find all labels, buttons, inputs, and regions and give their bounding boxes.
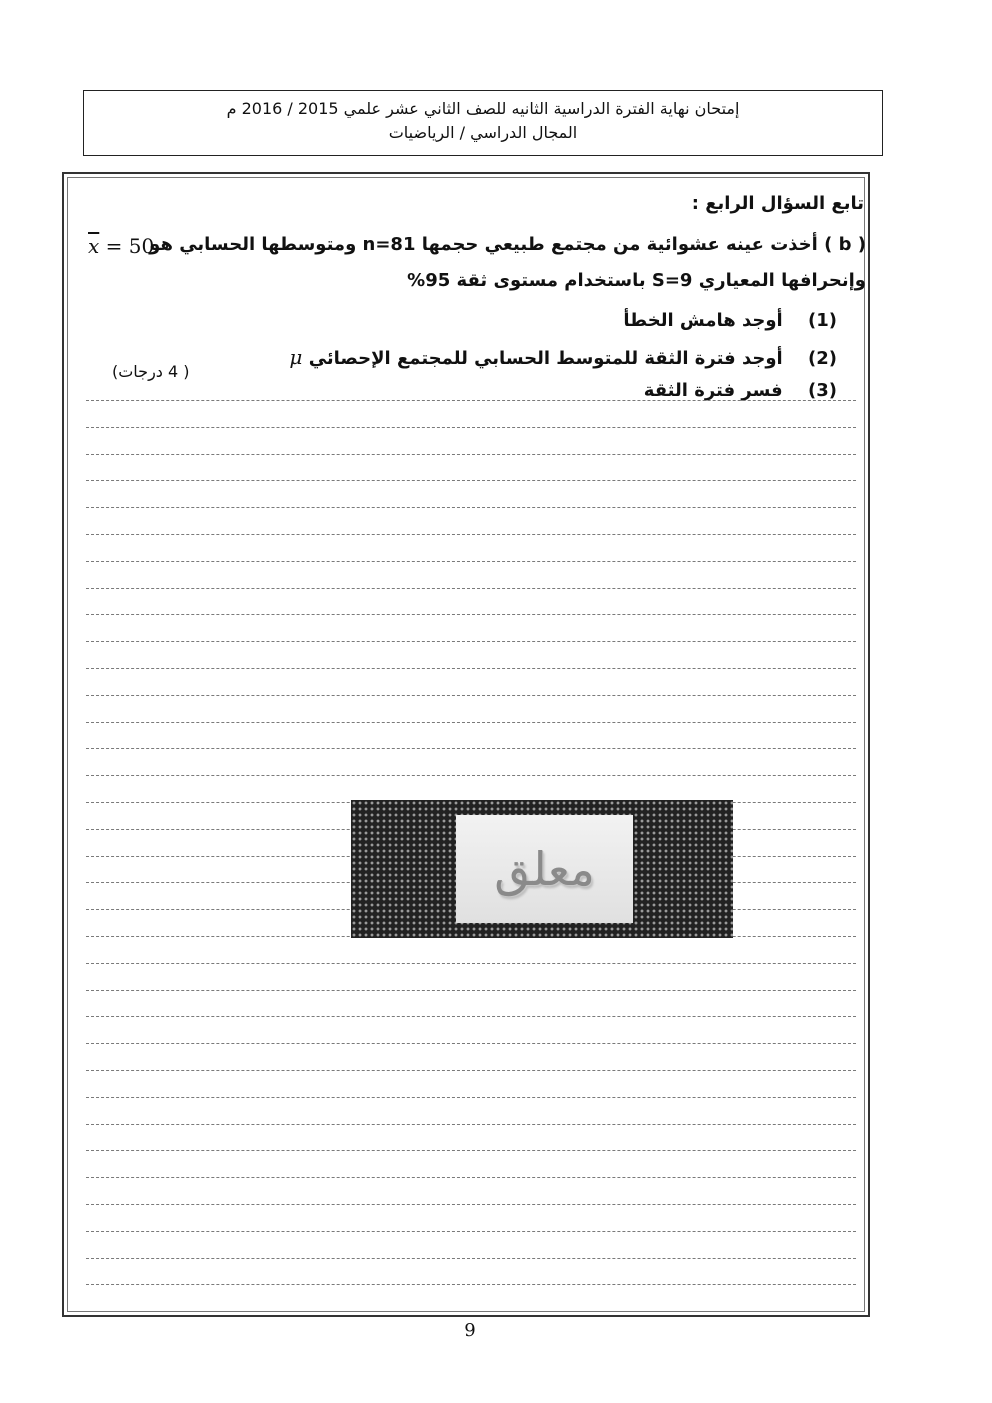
mu-symbol: μ bbox=[289, 345, 303, 369]
ruled-line bbox=[86, 775, 856, 776]
ruled-line bbox=[86, 588, 856, 589]
exam-header bbox=[83, 90, 883, 156]
ruled-line bbox=[86, 614, 856, 615]
sub-question-text: أوجد فترة الثقة للمتوسط الحسابي للمجتمع الإحصائي bbox=[308, 348, 783, 369]
page-number: 9 bbox=[464, 1320, 476, 1341]
sub-question-number: (2) bbox=[808, 348, 837, 369]
sub-question-number: (3) bbox=[808, 380, 837, 401]
stamp-label-panel bbox=[456, 815, 633, 923]
sub-question-text: أوجد هامش الخطأ bbox=[623, 310, 783, 331]
ruled-line bbox=[86, 561, 856, 562]
ruled-line bbox=[86, 1070, 856, 1071]
x-bar-symbol: $\overline{x}$ bbox=[88, 234, 100, 258]
ruled-line bbox=[86, 1204, 856, 1205]
ruled-line bbox=[86, 400, 856, 401]
ruled-line bbox=[86, 1016, 856, 1017]
ruled-line bbox=[86, 1043, 856, 1044]
ruled-line bbox=[86, 534, 856, 535]
ruled-line bbox=[86, 1231, 856, 1232]
sample-mean-formula bbox=[88, 234, 154, 258]
ruled-line bbox=[86, 641, 856, 642]
subject-line: المجال الدراسي / الرياضيات bbox=[388, 123, 578, 142]
sub-question-3 bbox=[644, 380, 837, 401]
sub-question-number: (1) bbox=[808, 310, 837, 331]
ruled-line bbox=[86, 722, 856, 723]
sub-question-1 bbox=[623, 310, 837, 331]
ruled-line bbox=[86, 1258, 856, 1259]
ruled-line bbox=[86, 480, 856, 481]
ruled-line bbox=[86, 1284, 856, 1285]
stamp-word: معلق bbox=[494, 842, 595, 896]
ruled-line bbox=[86, 748, 856, 749]
ruled-line bbox=[86, 1177, 856, 1178]
ruled-line bbox=[86, 695, 856, 696]
question-heading: تابع السؤال الرابع : bbox=[691, 193, 864, 214]
question-line-1 bbox=[149, 234, 866, 255]
ruled-line bbox=[86, 990, 856, 991]
ruled-line bbox=[86, 1150, 856, 1151]
sub-question-text: فسر فترة الثقة bbox=[643, 380, 783, 401]
ruled-line bbox=[86, 963, 856, 964]
ruled-line bbox=[86, 1097, 856, 1098]
question-text-1: أخذت عينه عشوائية من مجتمع طبيعي حجمها n=81 ومتوسطها الحسابي هو bbox=[149, 234, 818, 255]
ruled-line bbox=[86, 427, 856, 428]
question-line-2: وإنحرافها المعياري S=9 باستخدام مستوى ثقة 95% bbox=[407, 270, 866, 291]
marks-note: ( 4 درجات) bbox=[112, 362, 190, 381]
ruled-line bbox=[86, 507, 856, 508]
ruled-line bbox=[86, 454, 856, 455]
part-label: ( b ) bbox=[824, 234, 866, 255]
ruled-line bbox=[86, 668, 856, 669]
exam-title: إمتحان نهاية الفترة الدراسية الثانيه للصف الثاني عشر علمي 2015 / 2016 م bbox=[226, 99, 740, 118]
ruled-line bbox=[86, 1124, 856, 1125]
sub-question-2 bbox=[289, 345, 837, 369]
formula-rest: = 50 bbox=[99, 234, 155, 258]
suspended-stamp bbox=[351, 800, 733, 938]
